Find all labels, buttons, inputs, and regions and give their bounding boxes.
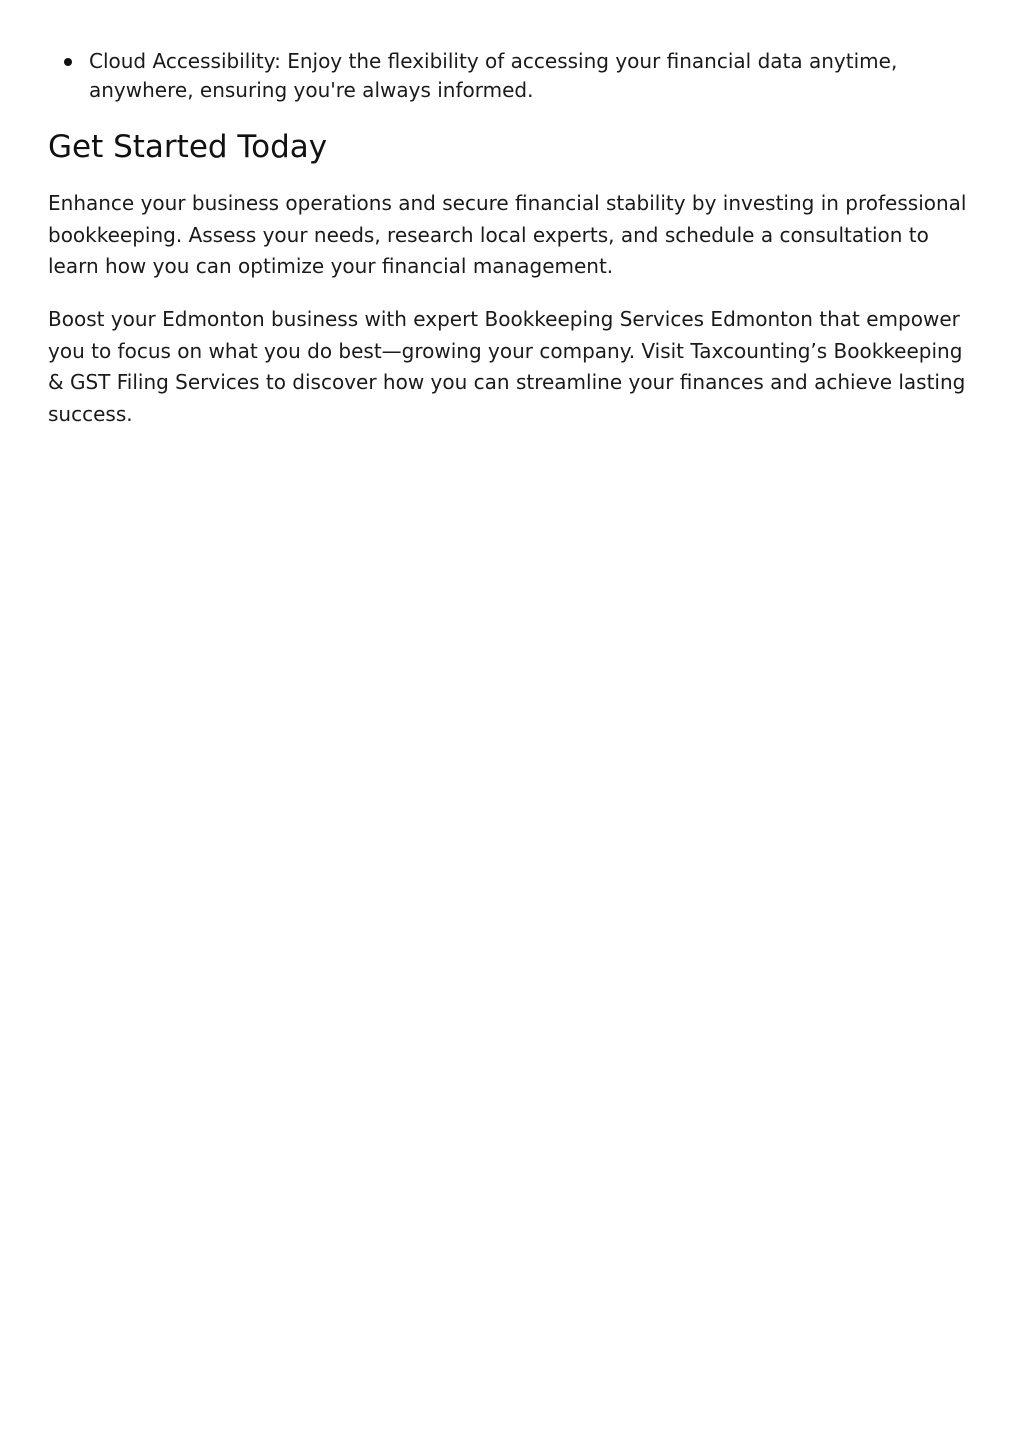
paragraph-intro: Enhance your business operations and secure financial stability by investing in professional bookkeeping. Assess your needs, research local experts, and schedule a consultation to learn how you can optimize your financial management. [48, 191, 967, 278]
bullet-icon [64, 58, 72, 66]
paragraph-call-to-action: Boost your Edmonton business with expert Bookkeeping Services Edmonton that empower you to focus on what you do best—growing your company. Visit Taxcounting’s Bookkeeping & GST Filing Services to discover how you can streamline your finances and achieve lasting success. [48, 307, 966, 426]
section-heading: Get Started Today [48, 129, 328, 165]
bullet-list [48, 47, 978, 105]
bullet-text: Cloud Accessibility: Enjoy the flexibility of accessing your financial data anytime, anywhere, ensuring you're always informed. [89, 49, 898, 102]
list-item [48, 47, 978, 105]
